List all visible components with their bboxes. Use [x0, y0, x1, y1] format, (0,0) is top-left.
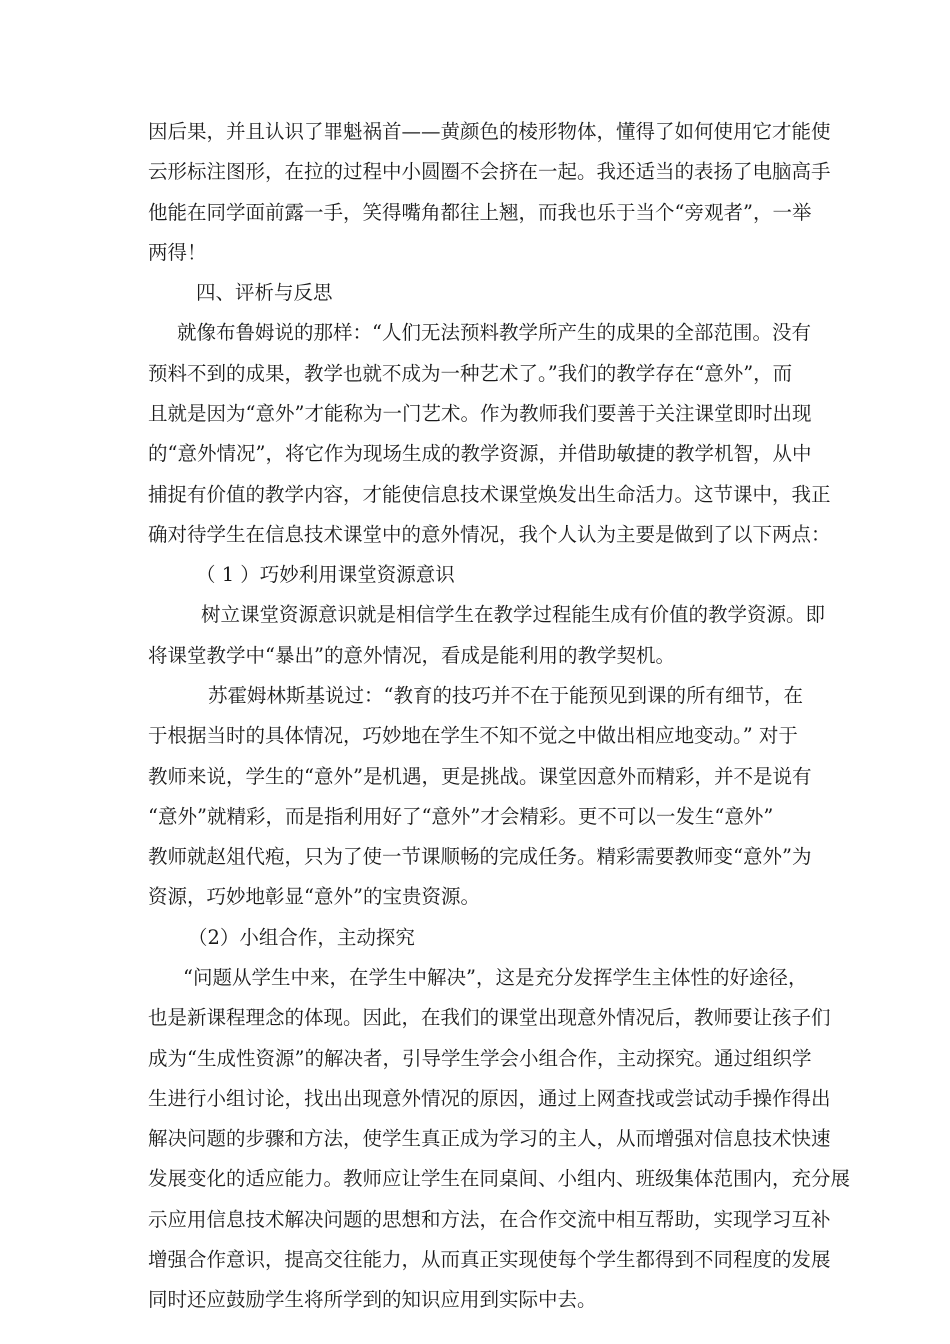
- subsection-heading: （2）小组合作，主动探究: [188, 926, 415, 949]
- paragraph-line: 确对待学生在信息技术课堂中的意外情况，我个人认为主要是做到了以下两点：: [148, 523, 831, 546]
- paragraph-line: 同时还应鼓励学生将所学到的知识应用到实际中去。: [148, 1288, 597, 1311]
- subsection-heading: （ 1 ）巧妙利用课堂资源意识: [196, 563, 455, 586]
- paragraph-line: 苏霍姆林斯基说过：“教育的技巧并不在于能预见到课的所有细节，在: [208, 684, 803, 707]
- paragraph-line: 的“意外情况”，将它作为现场生成的教学资源，并借助敏捷的教学机智，从中: [148, 442, 812, 465]
- section-heading: 四、评析与反思: [196, 281, 333, 304]
- paragraph-line: 解决问题的步骤和方法，使学生真正成为学习的主人，从而增强对信息技术快速: [148, 1127, 831, 1150]
- paragraph-line: 资源，巧妙地彰显“意外”的宝贵资源。: [148, 885, 480, 908]
- paragraph-line: “意外”就精彩，而是指利用好了“意外”才会精彩。更不可以一发生“意外”: [148, 805, 774, 828]
- paragraph-line: 因后果，并且认识了罪魁祸首——黄颜色的棱形物体，懂得了如何使用它才能使: [148, 120, 831, 143]
- paragraph-line: 增强合作意识，提高交往能力，从而真正实现使每个学生都得到不同程度的发展: [148, 1248, 831, 1271]
- paragraph-line: 捕捉有价值的教学内容，才能使信息技术课堂焕发出生命活力。这节课中，我正: [148, 483, 831, 506]
- paragraph-line: 成为“生成性资源”的解决者，引导学生学会小组合作，主动探究。通过组织学: [148, 1047, 812, 1070]
- paragraph-line: 预料不到的成果，教学也就不成为一种艺术了。”我们的教学存在“意外”，而: [148, 362, 793, 385]
- paragraph-line: 发展变化的适应能力。教师应让学生在同桌间、小组内、班级集体范围内，充分展: [148, 1167, 851, 1190]
- paragraph-line: 将课堂教学中“暴出”的意外情况，看成是能利用的教学契机。: [148, 644, 675, 667]
- paragraph-line: 且就是因为“意外”才能称为一门艺术。作为教师我们要善于关注课堂即时出现: [148, 402, 812, 425]
- paragraph-line: 教师来说，学生的“意外”是机遇，更是挑战。课堂因意外而精彩，并不是说有: [148, 765, 812, 788]
- paragraph-line: 于根据当时的具体情况，巧妙地在学生不知不觉之中做出相应地变动。” 对于: [148, 724, 798, 747]
- paragraph-line: 他能在同学面前露一手，笑得嘴角都往上翘，而我也乐于当个“旁观者”，一举: [148, 201, 812, 224]
- paragraph-line: 云形标注图形，在拉的过程中小圆圈不会挤在一起。我还适当的表扬了电脑高手: [148, 160, 831, 183]
- paragraph-line: 就像布鲁姆说的那样：“人们无法预料教学所产生的成果的全部范围。没有: [177, 321, 811, 344]
- paragraph-line: 生进行小组讨论，找出出现意外情况的原因，通过上网查找或尝试动手操作得出: [148, 1087, 831, 1110]
- paragraph-line: 树立课堂资源意识就是相信学生在教学过程能生成有价值的教学资源。即: [201, 603, 826, 626]
- paragraph-line: 示应用信息技术解决问题的思想和方法，在合作交流中相互帮助，实现学习互补: [148, 1208, 831, 1231]
- paragraph-line: 两得！: [148, 241, 207, 264]
- paragraph-line: 也是新课程理念的体现。因此，在我们的课堂出现意外情况后，教师要让孩子们: [148, 1006, 831, 1029]
- paragraph-line: 教师就赵俎代疱，只为了使一节课顺畅的完成任务。精彩需要教师变“意外”为: [148, 845, 812, 868]
- paragraph-line: “问题从学生中来，在学生中解决”，这是充分发挥学生主体性的好途径，: [183, 966, 808, 989]
